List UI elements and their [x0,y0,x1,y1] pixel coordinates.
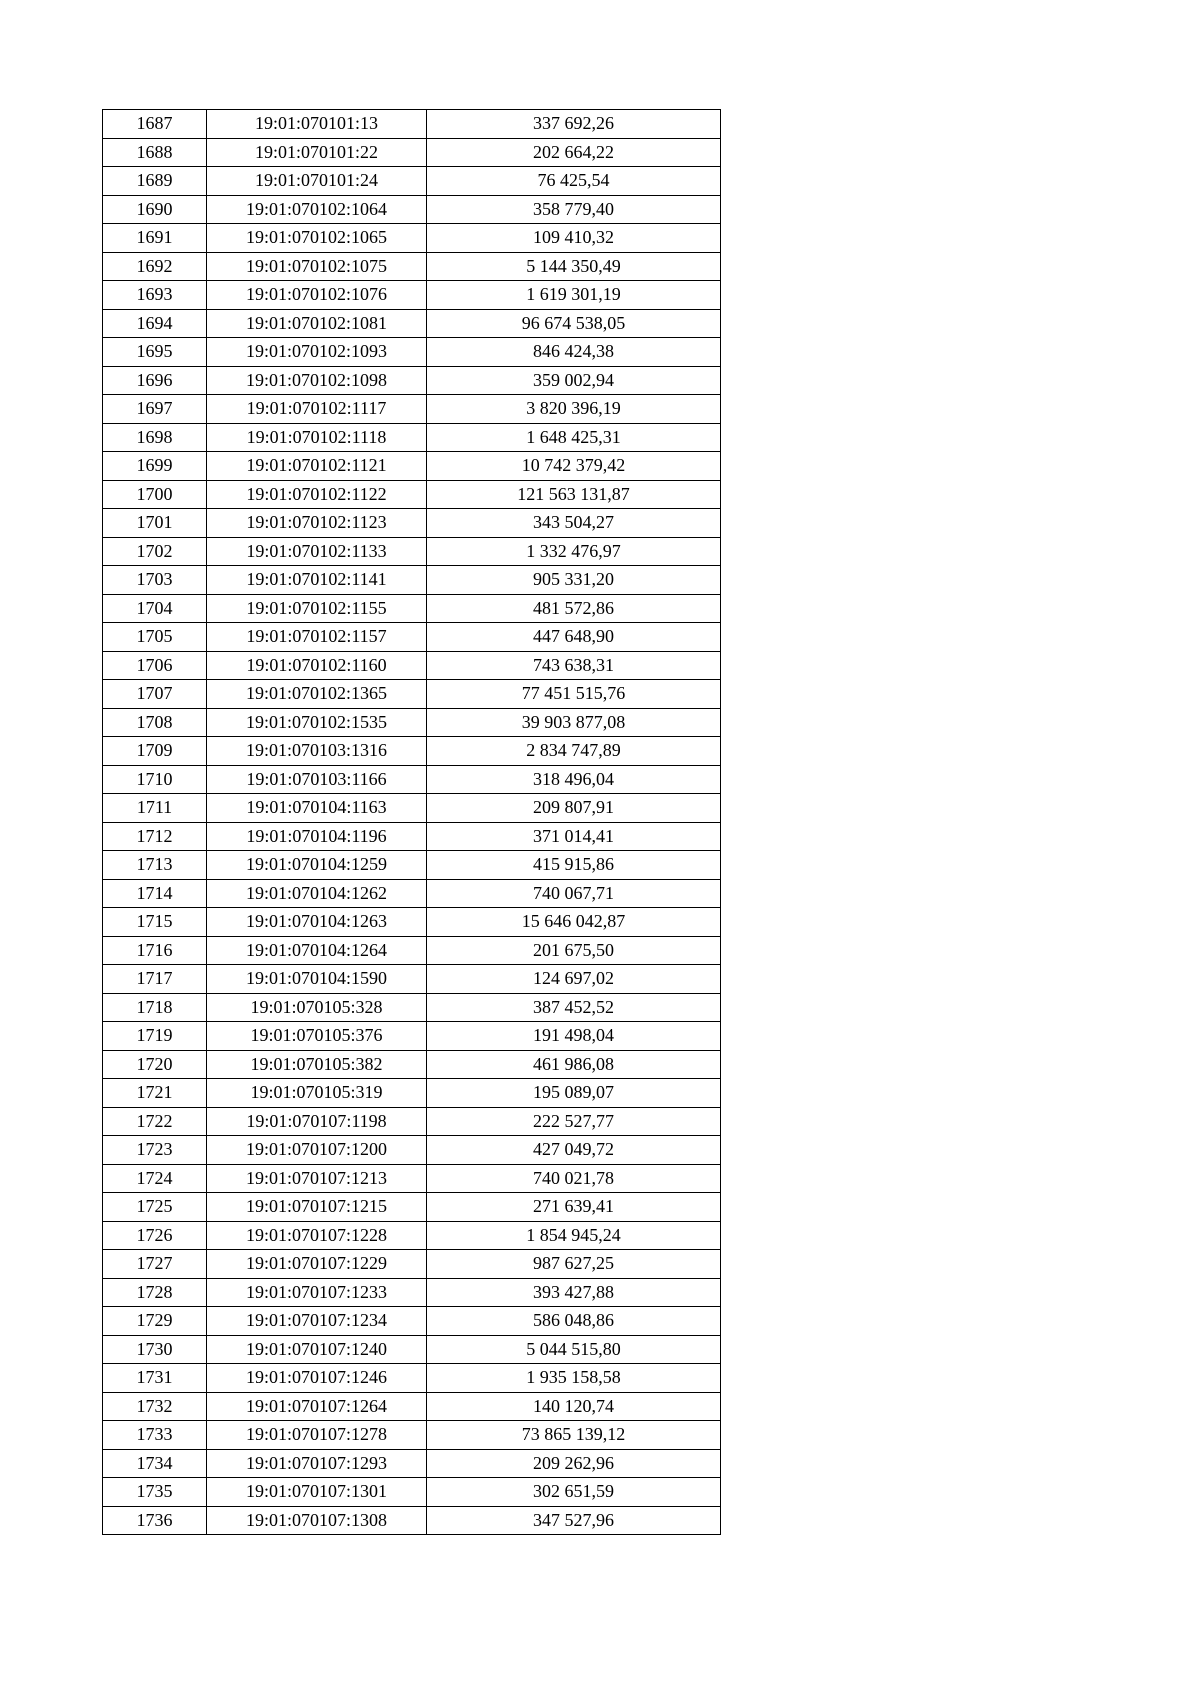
table-row [103,651,721,680]
row-number-cell: 1694 [103,309,207,338]
table-row [103,851,721,880]
table-row [103,252,721,281]
cadastral-number-cell: 19:01:070107:1234 [207,1307,427,1336]
row-number-cell: 1697 [103,395,207,424]
cadastral-number-cell: 19:01:070107:1228 [207,1221,427,1250]
row-number-cell: 1693 [103,281,207,310]
row-number-cell: 1721 [103,1079,207,1108]
value-cell: 427 049,72 [427,1136,721,1165]
cadastral-number-cell: 19:01:070102:1064 [207,195,427,224]
cadastral-number-cell: 19:01:070102:1075 [207,252,427,281]
table-row [103,338,721,367]
row-number-cell: 1732 [103,1392,207,1421]
value-cell: 461 986,08 [427,1050,721,1079]
table-row [103,1107,721,1136]
row-number-cell: 1687 [103,110,207,139]
table-row [103,1164,721,1193]
row-number-cell: 1696 [103,366,207,395]
value-cell: 201 675,50 [427,936,721,965]
value-cell: 481 572,86 [427,594,721,623]
row-number-cell: 1698 [103,423,207,452]
table-row [103,281,721,310]
table-row [103,879,721,908]
table-row [103,1022,721,1051]
row-number-cell: 1724 [103,1164,207,1193]
row-number-cell: 1729 [103,1307,207,1336]
cadastral-number-cell: 19:01:070102:1065 [207,224,427,253]
table-row [103,708,721,737]
cadastral-number-cell: 19:01:070102:1160 [207,651,427,680]
value-cell: 371 014,41 [427,822,721,851]
cadastral-number-cell: 19:01:070102:1122 [207,480,427,509]
value-cell: 121 563 131,87 [427,480,721,509]
row-number-cell: 1705 [103,623,207,652]
row-number-cell: 1720 [103,1050,207,1079]
row-number-cell: 1707 [103,680,207,709]
table-row [103,452,721,481]
table-row [103,138,721,167]
cadastral-number-cell: 19:01:070107:1200 [207,1136,427,1165]
row-number-cell: 1702 [103,537,207,566]
value-cell: 343 504,27 [427,509,721,538]
row-number-cell: 1726 [103,1221,207,1250]
table-row [103,908,721,937]
row-number-cell: 1713 [103,851,207,880]
row-number-cell: 1734 [103,1449,207,1478]
row-number-cell: 1727 [103,1250,207,1279]
value-cell: 905 331,20 [427,566,721,595]
row-number-cell: 1728 [103,1278,207,1307]
cadastral-number-cell: 19:01:070102:1155 [207,594,427,623]
value-cell: 359 002,94 [427,366,721,395]
row-number-cell: 1709 [103,737,207,766]
table-row [103,822,721,851]
value-cell: 5 144 350,49 [427,252,721,281]
row-number-cell: 1718 [103,993,207,1022]
cadastral-number-cell: 19:01:070103:1316 [207,737,427,766]
table-row [103,309,721,338]
cadastral-number-cell: 19:01:070101:24 [207,167,427,196]
cadastral-number-cell: 19:01:070107:1198 [207,1107,427,1136]
table-row [103,1506,721,1535]
value-cell: 39 903 877,08 [427,708,721,737]
cadastral-number-cell: 19:01:070102:1098 [207,366,427,395]
cadastral-number-cell: 19:01:070105:319 [207,1079,427,1108]
row-number-cell: 1706 [103,651,207,680]
table-row [103,167,721,196]
table-row [103,623,721,652]
value-cell: 337 692,26 [427,110,721,139]
cadastral-number-cell: 19:01:070107:1229 [207,1250,427,1279]
row-number-cell: 1725 [103,1193,207,1222]
value-cell: 10 742 379,42 [427,452,721,481]
value-cell: 73 865 139,12 [427,1421,721,1450]
table-row [103,680,721,709]
cadastral-number-cell: 19:01:070105:376 [207,1022,427,1051]
row-number-cell: 1736 [103,1506,207,1535]
cadastral-number-cell: 19:01:070104:1590 [207,965,427,994]
table-row [103,1136,721,1165]
value-cell: 3 820 396,19 [427,395,721,424]
table-row [103,1364,721,1393]
cadastral-number-cell: 19:01:070104:1264 [207,936,427,965]
table-row [103,1193,721,1222]
cadastral-number-cell: 19:01:070105:382 [207,1050,427,1079]
cadastral-number-cell: 19:01:070107:1215 [207,1193,427,1222]
table-row [103,195,721,224]
cadastral-number-cell: 19:01:070102:1117 [207,395,427,424]
table-body [103,110,721,1535]
row-number-cell: 1719 [103,1022,207,1051]
table-row [103,765,721,794]
row-number-cell: 1716 [103,936,207,965]
table-row [103,1421,721,1450]
row-number-cell: 1717 [103,965,207,994]
row-number-cell: 1711 [103,794,207,823]
cadastral-number-cell: 19:01:070102:1093 [207,338,427,367]
value-cell: 96 674 538,05 [427,309,721,338]
table-row [103,366,721,395]
row-number-cell: 1703 [103,566,207,595]
row-number-cell: 1695 [103,338,207,367]
table-row [103,110,721,139]
value-cell: 222 527,77 [427,1107,721,1136]
value-cell: 846 424,38 [427,338,721,367]
value-cell: 1 619 301,19 [427,281,721,310]
table-row [103,1307,721,1336]
cadastral-number-cell: 19:01:070103:1166 [207,765,427,794]
table-row [103,1050,721,1079]
row-number-cell: 1731 [103,1364,207,1393]
cadastral-number-cell: 19:01:070102:1121 [207,452,427,481]
value-cell: 209 262,96 [427,1449,721,1478]
table-row [103,1221,721,1250]
table-row [103,1335,721,1364]
value-cell: 191 498,04 [427,1022,721,1051]
table-row [103,1478,721,1507]
value-cell: 1 648 425,31 [427,423,721,452]
row-number-cell: 1704 [103,594,207,623]
table-row [103,509,721,538]
cadastral-number-cell: 19:01:070104:1259 [207,851,427,880]
value-cell: 347 527,96 [427,1506,721,1535]
row-number-cell: 1722 [103,1107,207,1136]
value-cell: 318 496,04 [427,765,721,794]
row-number-cell: 1690 [103,195,207,224]
cadastral-number-cell: 19:01:070107:1301 [207,1478,427,1507]
value-cell: 393 427,88 [427,1278,721,1307]
cadastral-number-cell: 19:01:070102:1157 [207,623,427,652]
cadastral-number-cell: 19:01:070107:1264 [207,1392,427,1421]
cadastral-number-cell: 19:01:070102:1076 [207,281,427,310]
row-number-cell: 1688 [103,138,207,167]
table-row [103,1392,721,1421]
row-number-cell: 1715 [103,908,207,937]
row-number-cell: 1735 [103,1478,207,1507]
row-number-cell: 1699 [103,452,207,481]
cadastral-number-cell: 19:01:070104:1163 [207,794,427,823]
row-number-cell: 1714 [103,879,207,908]
table-row [103,965,721,994]
table-row [103,224,721,253]
value-cell: 5 044 515,80 [427,1335,721,1364]
value-cell: 740 021,78 [427,1164,721,1193]
value-cell: 447 648,90 [427,623,721,652]
value-cell: 387 452,52 [427,993,721,1022]
value-cell: 77 451 515,76 [427,680,721,709]
table-row [103,423,721,452]
table-row [103,566,721,595]
cadastral-number-cell: 19:01:070102:1535 [207,708,427,737]
table-row [103,1079,721,1108]
cadastral-number-cell: 19:01:070102:1365 [207,680,427,709]
value-cell: 302 651,59 [427,1478,721,1507]
cadastral-number-cell: 19:01:070107:1278 [207,1421,427,1450]
row-number-cell: 1712 [103,822,207,851]
cadastral-number-cell: 19:01:070102:1123 [207,509,427,538]
cadastral-number-cell: 19:01:070101:13 [207,110,427,139]
value-cell: 209 807,91 [427,794,721,823]
value-cell: 1 935 158,58 [427,1364,721,1393]
value-cell: 586 048,86 [427,1307,721,1336]
row-number-cell: 1723 [103,1136,207,1165]
table-row [103,1449,721,1478]
cadastral-number-cell: 19:01:070107:1293 [207,1449,427,1478]
row-number-cell: 1708 [103,708,207,737]
cadastral-number-cell: 19:01:070104:1262 [207,879,427,908]
value-cell: 358 779,40 [427,195,721,224]
table-row [103,480,721,509]
table-row [103,993,721,1022]
table-row [103,395,721,424]
table-row [103,537,721,566]
value-cell: 415 915,86 [427,851,721,880]
row-number-cell: 1701 [103,509,207,538]
value-cell: 202 664,22 [427,138,721,167]
table-row [103,794,721,823]
table-row [103,1250,721,1279]
row-number-cell: 1700 [103,480,207,509]
value-cell: 987 627,25 [427,1250,721,1279]
value-cell: 271 639,41 [427,1193,721,1222]
table-row [103,936,721,965]
value-cell: 1 332 476,97 [427,537,721,566]
row-number-cell: 1689 [103,167,207,196]
value-cell: 15 646 042,87 [427,908,721,937]
value-cell: 2 834 747,89 [427,737,721,766]
cadastral-number-cell: 19:01:070107:1308 [207,1506,427,1535]
cadastral-value-table [102,109,721,1535]
row-number-cell: 1710 [103,765,207,794]
cadastral-number-cell: 19:01:070107:1246 [207,1364,427,1393]
row-number-cell: 1691 [103,224,207,253]
row-number-cell: 1692 [103,252,207,281]
row-number-cell: 1733 [103,1421,207,1450]
cadastral-number-cell: 19:01:070107:1233 [207,1278,427,1307]
value-cell: 1 854 945,24 [427,1221,721,1250]
table-row [103,594,721,623]
value-cell: 195 089,07 [427,1079,721,1108]
cadastral-number-cell: 19:01:070102:1133 [207,537,427,566]
value-cell: 743 638,31 [427,651,721,680]
cadastral-number-cell: 19:01:070101:22 [207,138,427,167]
row-number-cell: 1730 [103,1335,207,1364]
table-row [103,1278,721,1307]
cadastral-number-cell: 19:01:070102:1141 [207,566,427,595]
cadastral-number-cell: 19:01:070107:1213 [207,1164,427,1193]
value-cell: 109 410,32 [427,224,721,253]
cadastral-number-cell: 19:01:070104:1196 [207,822,427,851]
cadastral-number-cell: 19:01:070102:1081 [207,309,427,338]
cadastral-number-cell: 19:01:070104:1263 [207,908,427,937]
cadastral-number-cell: 19:01:070105:328 [207,993,427,1022]
table-row [103,737,721,766]
value-cell: 124 697,02 [427,965,721,994]
cadastral-number-cell: 19:01:070102:1118 [207,423,427,452]
cadastral-number-cell: 19:01:070107:1240 [207,1335,427,1364]
value-cell: 740 067,71 [427,879,721,908]
value-cell: 140 120,74 [427,1392,721,1421]
value-cell: 76 425,54 [427,167,721,196]
